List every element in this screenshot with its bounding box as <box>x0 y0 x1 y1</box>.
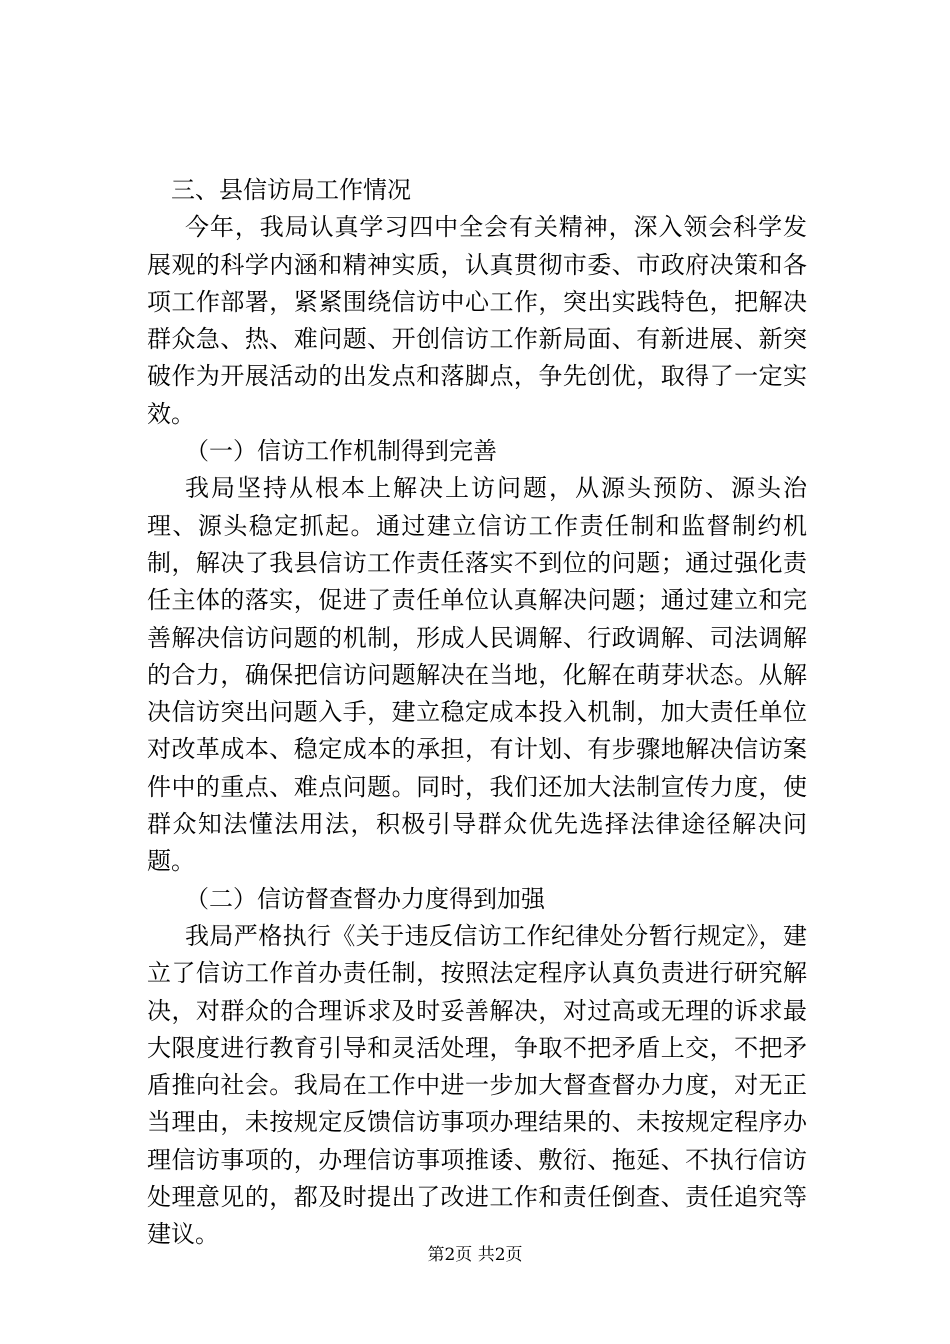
intro-paragraph: 今年，我局认真学习四中全会有关精神，深入领会科学发展观的科学内涵和精神实质，认真贯彻市委、市政府决策和各项工作部署，紧紧围绕信访中心工作，突出实践特色，把解决群众急、热、难问题、开创信访工作新局面、有新进展、新突破作为开展活动的出发点和落脚点，争先创优，取得了一定实效。 <box>147 213 807 428</box>
subsection-2-paragraph: 我局严格执行《关于违反信访工作纪律处分暂行规定》，建立了信访工作首办责任制，按照法定程序认真负责进行研究解决，对群众的合理诉求及时妥善解决，对过高或无理的诉求最大限度进行教育引导和灵活处理，争取不把矛盾上交，不把矛盾推向社会。我局在工作中进一步加大督查督办力度，对无正当理由，未按规定反馈信访事项办理结果的、未按规定程序办理信访事项的，办理信访事项推诿、敷衍、拖延、不执行信访处理意见的，都及时提出了改进工作和责任倒查、责任追究等建议。 <box>147 921 807 1249</box>
page-number-footer: 第2页 共2页 <box>427 1245 523 1265</box>
subsection-1-paragraph: 我局坚持从根本上解决上访问题，从源头预防、源头治理、源头稳定抓起。通过建立信访工作责任制和监督制约机制，解决了我县信访工作责任落实不到位的问题；通过强化责任主体的落实，促进了责任单位认真解决问题；通过建立和完善解决信访问题的机制，形成人民调解、行政调解、司法调解的合力，确保把信访问题解决在当地，化解在萌芽状态。从解决信访突出问题入手，建立稳定成本投入机制，加大责任单位对改革成本、稳定成本的承担，有计划、有步骤地解决信访案件中的重点、难点问题。同时，我们还加大法制宣传力度，使群众知法懂法用法，积极引导群众优先选择法律途径解决问题。 <box>147 474 807 876</box>
subsection-1-heading: （一）信访工作机制得到完善 <box>185 437 497 466</box>
section-heading: 三、县信访局工作情况 <box>171 176 411 204</box>
document-body <box>147 172 807 1254</box>
subsection-2-heading: （二）信访督查督办力度得到加强 <box>185 884 545 913</box>
